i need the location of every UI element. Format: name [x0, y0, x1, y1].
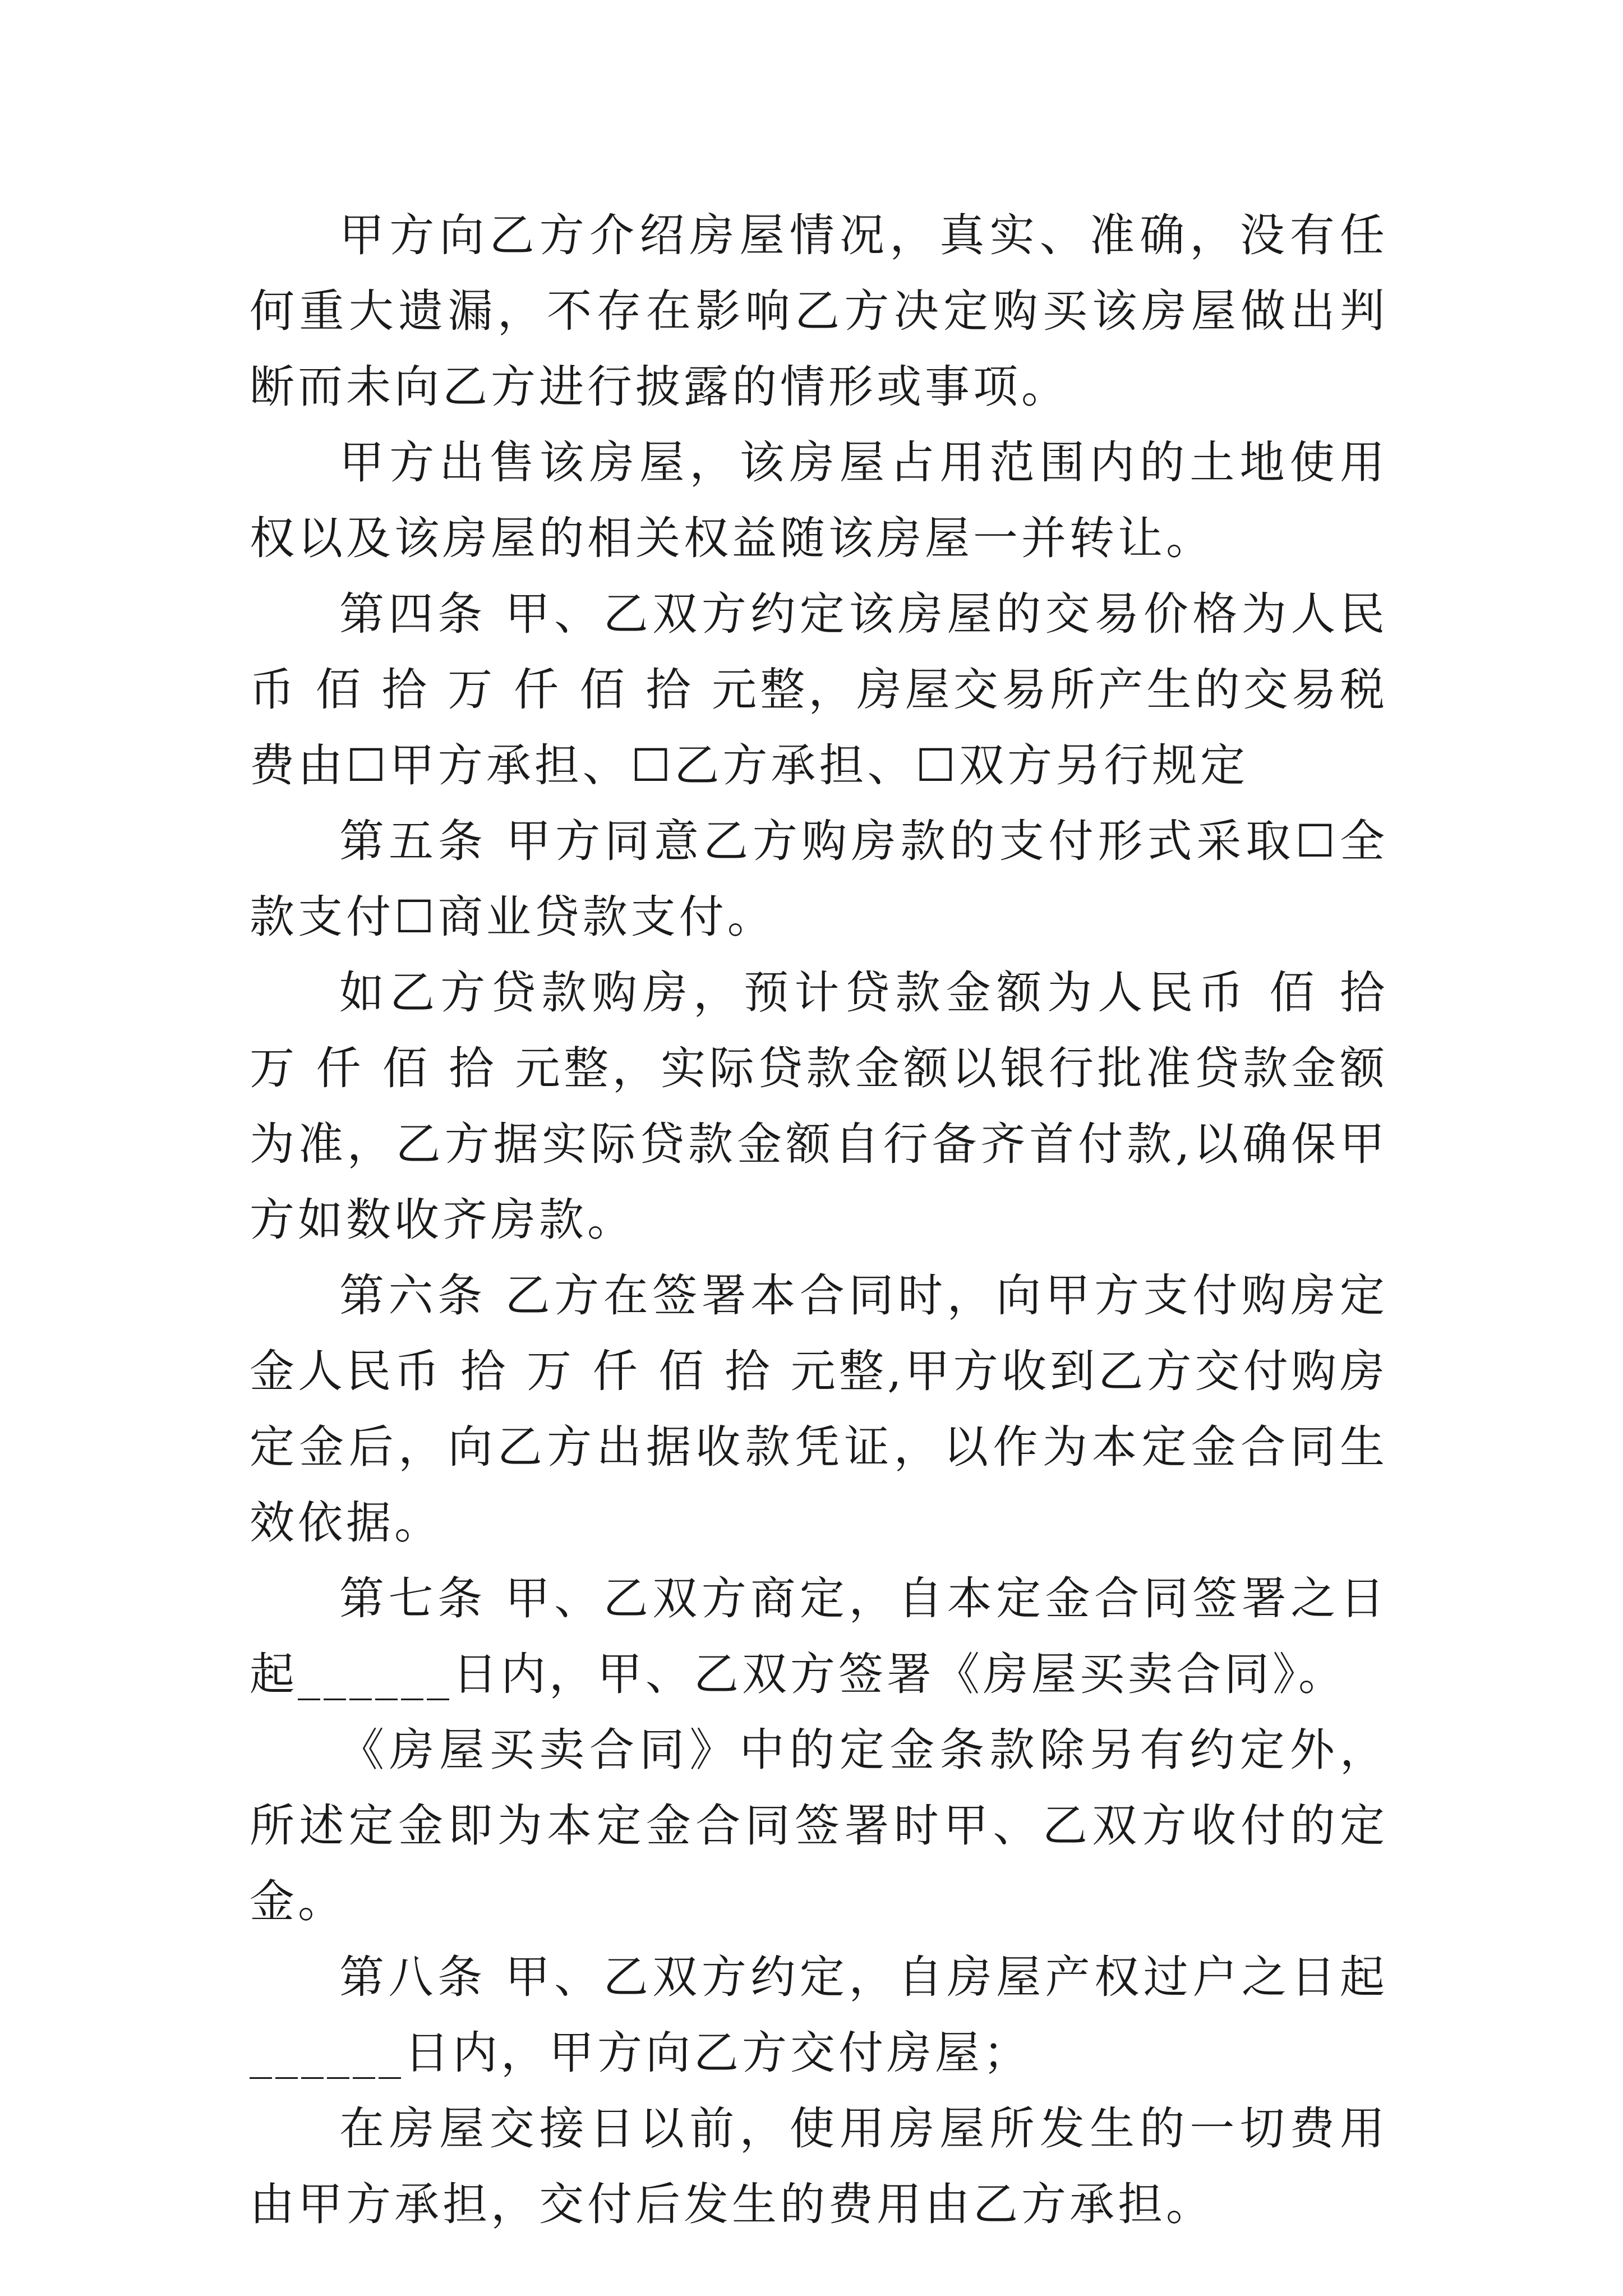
- paragraph-article-8-delivery: 第八条 甲、乙双方约定，自房屋产权过户之日起______日内，甲方向乙方交付房屋；: [250, 1951, 1388, 2079]
- paragraph-expenses: 在房屋交接日以前，使用房屋所发生的一切费用由甲方承担，交付后发生的费用由乙方承担。: [250, 2102, 1388, 2230]
- paragraph-deposit-clause: 《房屋买卖合同》中的定金条款除另有约定外，所述定金即为本定金合同签署时甲、乙双方收付的定金。: [250, 1724, 1388, 1927]
- paragraph-article-7-signing: 第七条 甲、乙双方商定，自本定金合同签署之日起______日内，甲、乙双方签署《房屋买卖合同》。: [250, 1572, 1388, 1700]
- paragraph-article-5-payment: 第五条 甲方同意乙方购房款的支付形式采取☐全款支付☐商业贷款支付。: [250, 815, 1388, 943]
- document-body: [250, 197, 1388, 2242]
- paragraph-loan-amount: 如乙方贷款购房，预计贷款金额为人民币 佰 拾 万 仟 佰 拾 元整，实际贷款金额以银行批准贷款金额为准，乙方据实际贷款金额自行备齐首付款,以确保甲方如数收齐房款。: [250, 967, 1388, 1246]
- paragraph-disclosure: 甲方向乙方介绍房屋情况，真实、准确，没有任何重大遗漏，不存在影响乙方决定购买该房屋做出判断而未向乙方进行披露的情形或事项。: [250, 209, 1388, 413]
- paragraph-article-4-price: 第四条 甲、乙双方约定该房屋的交易价格为人民币 佰 拾 万 仟 佰 拾 元整，房屋交易所产生的交易税费由☐甲方承担、☐乙方承担、☐双方另行规定: [250, 588, 1388, 792]
- paragraph-article-6-deposit: 第六条 乙方在签署本合同时，向甲方支付购房定金人民币 拾 万 仟 佰 拾 元整,甲方收到乙方交付购房定金后，向乙方出据收款凭证，以作为本定金合同生效依据。: [250, 1269, 1388, 1549]
- paragraph-land-rights: 甲方出售该房屋，该房屋占用范围内的土地使用权以及该房屋的相关权益随该房屋一并转让。: [250, 436, 1388, 564]
